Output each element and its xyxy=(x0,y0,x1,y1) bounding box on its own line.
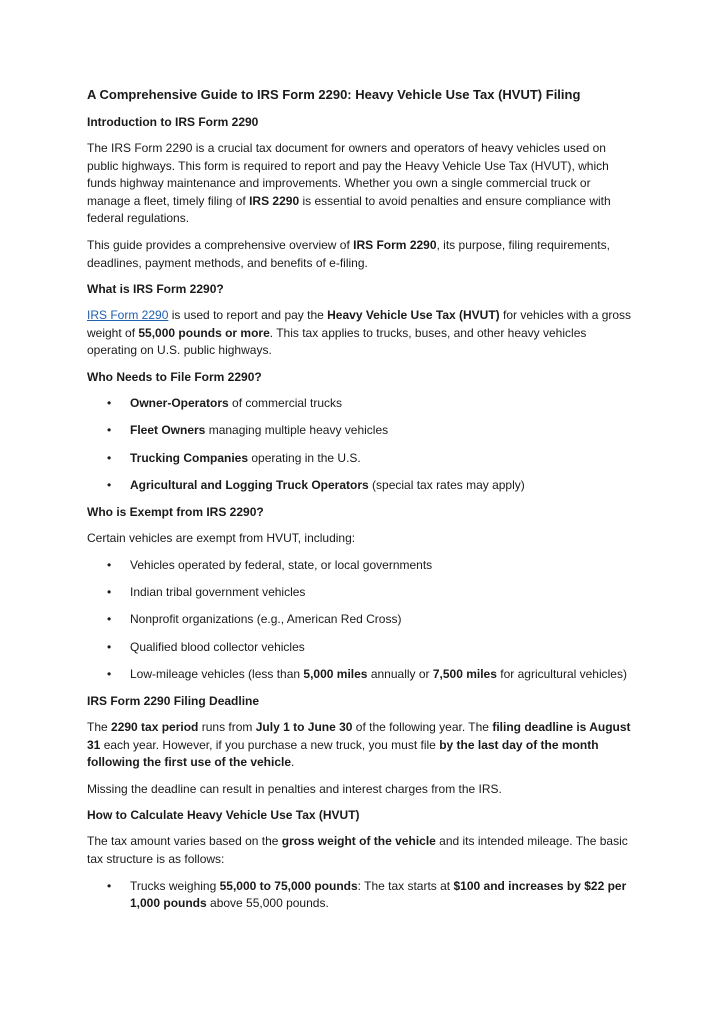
intro-heading: Introduction to IRS Form 2290 xyxy=(87,115,259,129)
bold-run: $100 and increases by $22 per 1,000 pounds xyxy=(130,878,627,911)
text-run: each year. However, if you purchase a new truck, you must file xyxy=(100,737,440,752)
document-title: A Comprehensive Guide to IRS Form 2290: Heavy Vehicle Use Tax (HVUT) Filing xyxy=(87,87,581,102)
list-item xyxy=(130,878,637,913)
text-run: operating in the U.S. xyxy=(248,450,361,465)
calc-list xyxy=(87,878,637,913)
text-run: The xyxy=(87,720,112,735)
bold-run: July 1 to June 30 xyxy=(255,720,353,735)
text-run: The tax amount varies based on the xyxy=(87,834,282,849)
bold-run: Owner-Operators xyxy=(130,395,229,410)
text-run: and its intended mileage. The basic tax structure is as follows: xyxy=(87,834,628,867)
bold-run: filing deadline is August 31 xyxy=(87,720,631,752)
text-run: (special tax rates may apply) xyxy=(368,477,525,492)
intro-paragraph-1 xyxy=(87,140,637,228)
bold-run: Fleet Owners xyxy=(130,423,206,438)
text-run: , its purpose, filing requirements, deadlines, payment methods, and benefits of e-filing. xyxy=(87,237,610,270)
text-run: of the following year. The xyxy=(352,720,493,735)
list-item xyxy=(130,422,637,440)
text-run: . This tax applies to trucks, buses, and other heavy vehicles operating on U.S. public highways. xyxy=(87,325,587,358)
list-item: • Indian tribal government vehicles xyxy=(130,584,637,602)
list-item: • Vehicles operated by federal, state, or local governments xyxy=(130,557,637,575)
who-heading: Who Needs to File Form 2290? xyxy=(87,369,262,384)
text-run: for agricultural vehicles) xyxy=(496,666,627,681)
text-run: Low-mileage vehicles (less than xyxy=(130,666,304,681)
text-run: runs from xyxy=(198,720,256,735)
text-run: above 55,000 pounds. xyxy=(206,896,329,911)
text-run: This guide provides a comprehensive overview of xyxy=(87,237,354,252)
list-item: • Qualified blood collector vehicles xyxy=(130,639,637,657)
document-page xyxy=(87,86,637,923)
bold-run: 2290 tax period xyxy=(111,720,199,735)
bold-run: IRS Form 2290 xyxy=(353,237,437,252)
list-item xyxy=(130,450,637,468)
who-list xyxy=(87,395,637,494)
bold-run: by the last day of the month following the first use of the vehicle xyxy=(87,737,599,770)
what-heading: What is IRS Form 2290? xyxy=(87,282,224,297)
deadline-paragraph-2: Missing the deadline can result in penalties and interest charges from the IRS. xyxy=(87,781,502,796)
text-run: The IRS Form 2290 is a crucial tax document for owners and operators of heavy vehicles used on public highways. This form is required to report and pay the Heavy Vehicle Use Tax (HVUT), which funds highway maintenance and improvements. Whether you own a single commercial truck or manage a fleet, timely filing of xyxy=(87,141,609,208)
what-paragraph xyxy=(87,307,637,360)
text-run: is essential to avoid penalties and ensure compliance with federal regulations. xyxy=(87,193,611,226)
bold-run: 5,000 miles xyxy=(303,666,368,681)
exempt-intro: Certain vehicles are exempt from HVUT, including: xyxy=(87,531,356,546)
text-run: of commercial trucks xyxy=(228,395,343,410)
bold-run: Agricultural and Logging Truck Operators xyxy=(130,477,369,492)
list-item xyxy=(130,395,637,413)
bold-run: IRS 2290 xyxy=(249,193,300,208)
intro-paragraph-2 xyxy=(87,237,637,272)
text-run: is used to report and pay the xyxy=(168,308,328,323)
bold-run: Heavy Vehicle Use Tax (HVUT) xyxy=(327,308,500,323)
text-run: managing multiple heavy vehicles xyxy=(205,423,389,438)
list-item xyxy=(130,666,637,684)
list-item xyxy=(130,477,637,495)
calc-heading: How to Calculate Heavy Vehicle Use Tax (HVUT) xyxy=(87,808,360,823)
text-run: Trucks weighing xyxy=(130,878,220,893)
text-run: . xyxy=(291,755,295,770)
deadline-heading: IRS Form 2290 Filing Deadline xyxy=(87,694,260,709)
list-item: • Nonprofit organizations (e.g., American Red Cross) xyxy=(130,611,637,629)
exempt-heading: Who is Exempt from IRS 2290? xyxy=(87,505,264,520)
text-run: annually or xyxy=(367,666,433,681)
exempt-list xyxy=(87,557,637,684)
text-run: for vehicles with a gross weight of xyxy=(87,308,632,340)
calc-paragraph xyxy=(87,833,637,868)
bold-run: 55,000 to 75,000 pounds xyxy=(219,878,358,893)
deadline-paragraph-1 xyxy=(87,719,637,772)
text-run: : The tax starts at xyxy=(357,878,454,893)
irs-form-2290-link[interactable]: IRS Form 2290 xyxy=(87,308,169,323)
bold-run: Trucking Companies xyxy=(130,450,249,465)
bold-run: gross weight of the vehicle xyxy=(281,834,436,849)
bold-run: 7,500 miles xyxy=(432,666,497,681)
bold-run: 55,000 pounds or more xyxy=(138,325,270,340)
